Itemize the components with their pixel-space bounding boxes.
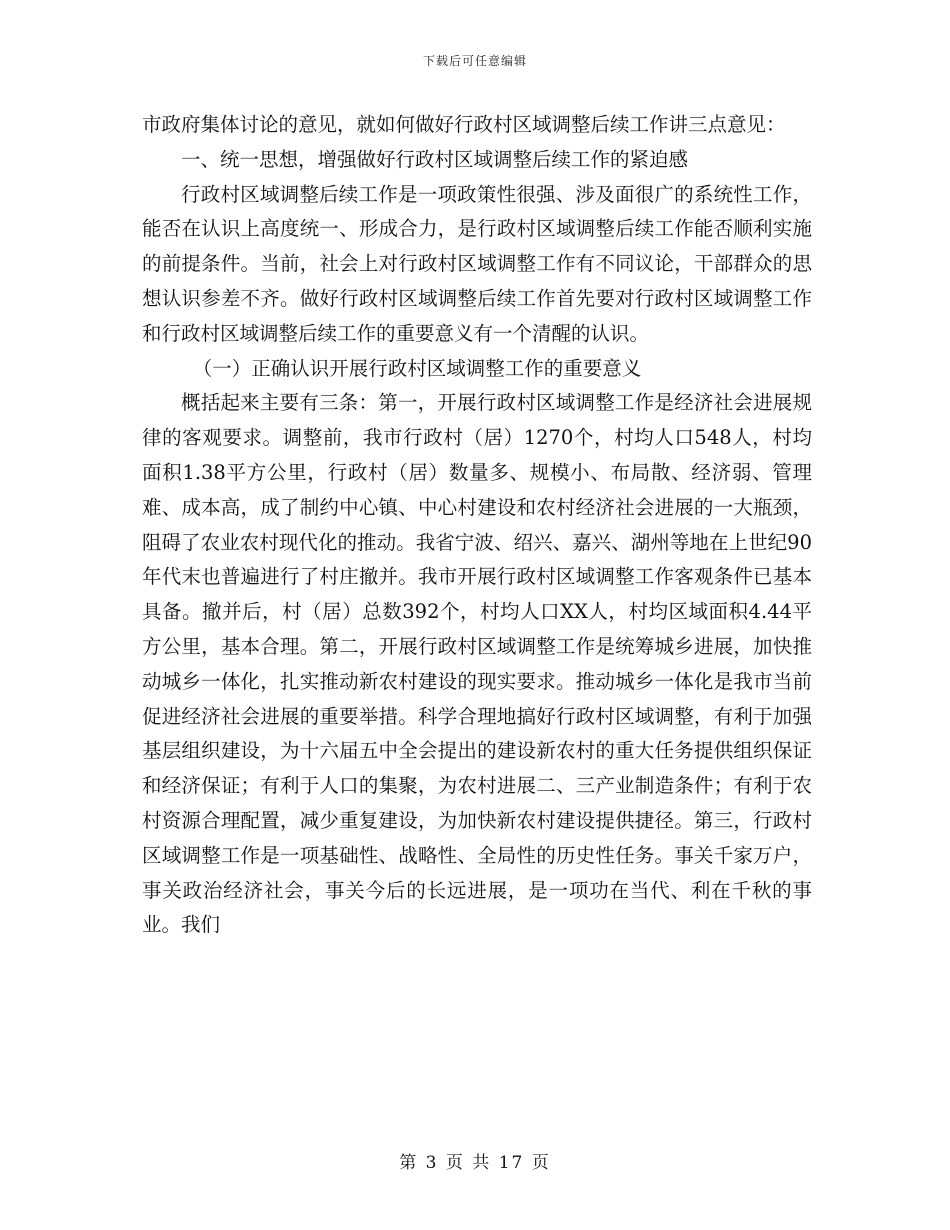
section-heading-1: 一、统一思想，增强做好行政村区域调整后续工作的紧迫感 [181,147,689,171]
document-body [142,108,812,943]
paragraph-section-1: 行政村区域调整后续工作是一项政策性很强、涉及面很广的系统性工作，能否在认识上高度统一、形成合力，是行政村区域调整后续工作能否顺利实施的前提条件。当前，社会上对行政村区域调整工作有不同议论，干部群众的思想认识参差不齐。做好行政村区域调整后续工作首先要对行政村区域调整工作和行政村区域调整后续工作的重要意义有一个清醒的认识。 [142,182,812,345]
paragraph-intro: 市政府集体讨论的意见，就如何做好行政村区域调整后续工作讲三点意见： [142,113,786,136]
subsection-heading-1: （一）正确认识开展行政村区域调整工作的重要意义 [192,356,642,380]
page-header: 下载后可任意编辑 [422,54,527,68]
paragraph-subsection-1: 概括起来主要有三条：第一，开展行政村区域调整工作是经济社会进展规律的客观要求。调整前，我市行政村（居）1270个，村均人口548人，村均面积1.38平方公里，行政村（居）数量多、规模小、布局散、经济弱、管理难、成本高，成了制约中心镇、中心村建设和农村经济社会进展的一大瓶颈，阻碍了农业农村现代化的推动。我省宁波、绍兴、嘉兴、湖州等地在上世纪90年代末也普遍进行了村庄撤并。我市开展行政村区域调整工作客观条件已基本具备。撤并后，村（居）总数392个，村均人口XX人，村均区域面积4.44平方公里，基本合理。第二，开展行政村区域调整工作是统筹城乡进展，加快推动城乡一体化，扎实推动新农村建设的现实要求。推动城乡一体化是我市当前促进经济社会进展的重要举措。科学合理地搞好行政村区域调整，有利于加强基层组织建设，为十六届五中全会提出的建设新农村的重大任务提供组织保证和经济保证；有利于人口的集聚，为农村进展二、三产业制造条件；有利于农村资源合理配置，减少重复建设，为加快新农村建设提供捷径。第三，行政村区域调整工作是一项基础性、战略性、全局性的历史性任务。事关千家万户，事关政治经济社会，事关今后的长远进展，是一项功在当代、利在千秋的事业。我们 [142,391,812,937]
page-number-footer: 第 3 页 共 17 页 [399,1153,551,1173]
